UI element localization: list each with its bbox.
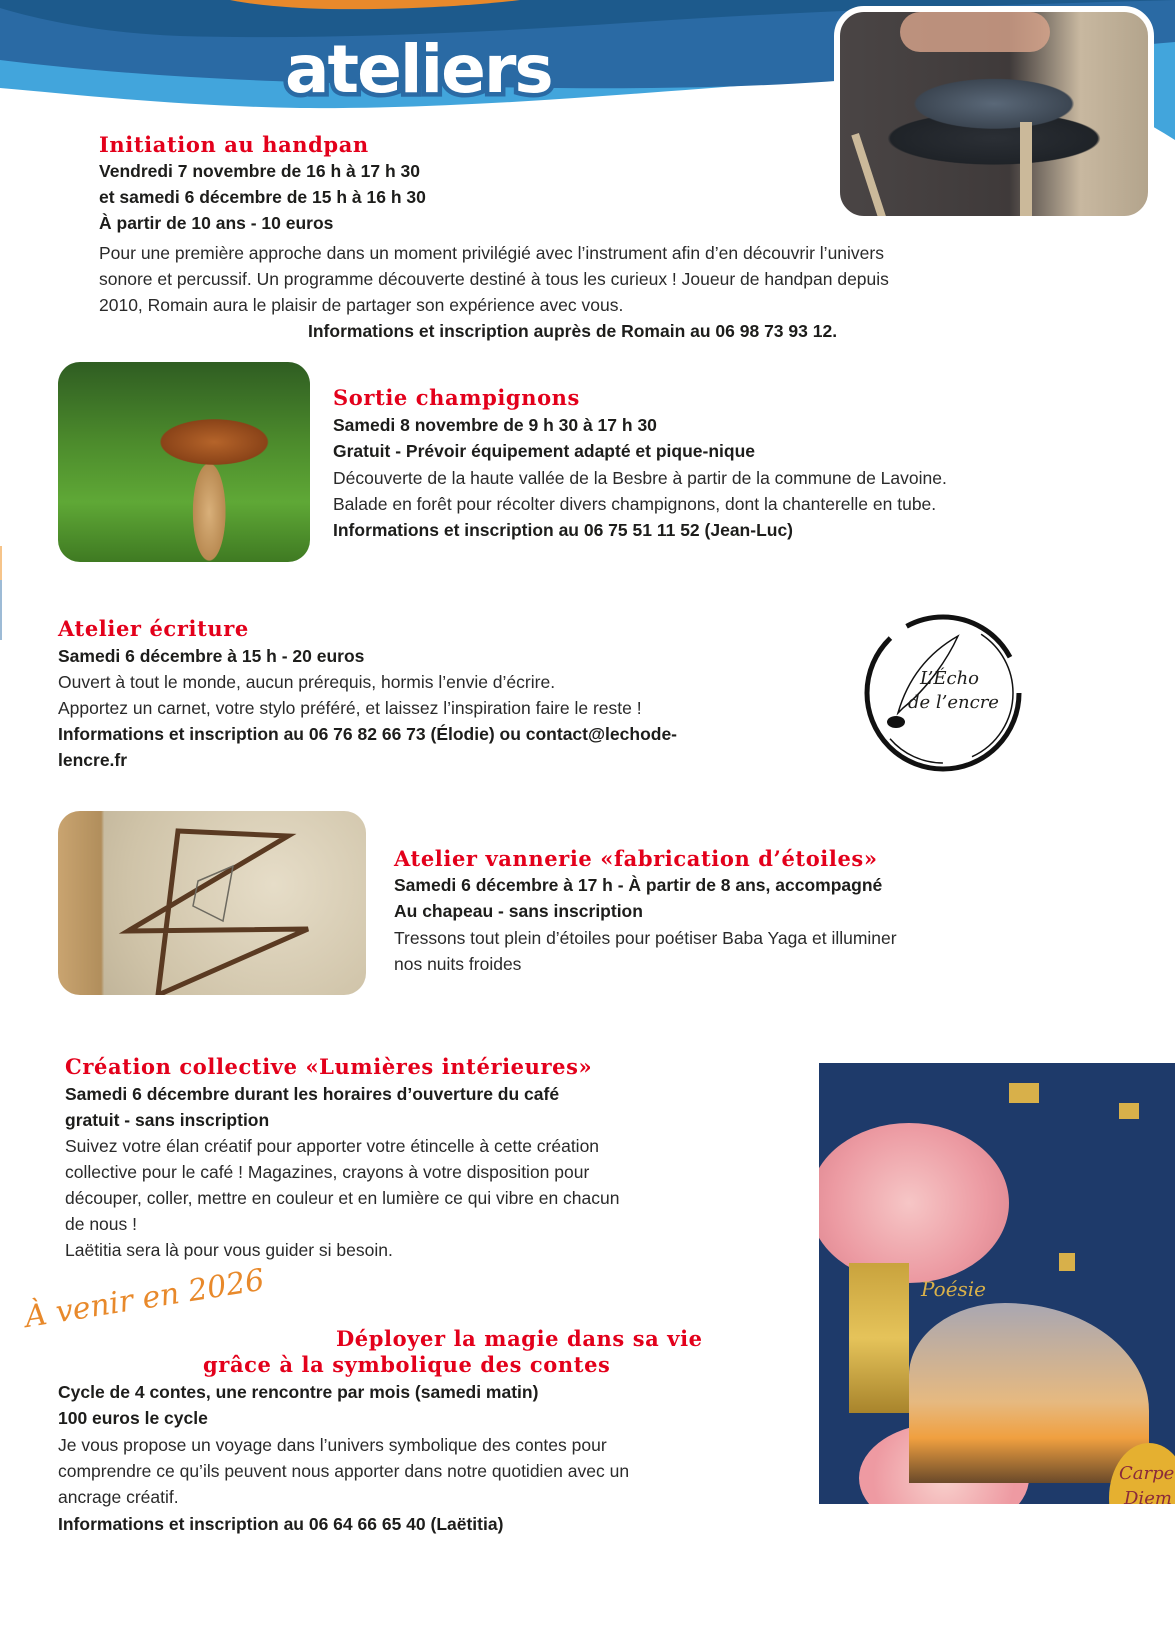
section-title-creation-collective: Création collective «Lumières intérieures» [65, 1054, 593, 1079]
section-title-contes-line2: grâce à la symbolique des contes [203, 1352, 611, 1377]
detail-line: Samedi 6 décembre à 17 h - À partir de 8 ans, accompagné [394, 875, 883, 895]
contes-contact: Informations et inscription au 06 64 66 65 40 (Laëtitia) [58, 1514, 504, 1534]
contes-description [58, 1432, 798, 1510]
body-line: Laëtitia sera là pour vous guider si besoin. [65, 1240, 393, 1260]
body-line: nos nuits froides [394, 954, 522, 974]
body-line: comprendre ce qu’ils peuvent nous apporter dans notre quotidien avec un [58, 1461, 630, 1481]
detail-line: Au chapeau - sans inscription [394, 901, 643, 921]
echo-de-lencre-logo [858, 608, 1028, 778]
edge-mark [0, 546, 2, 580]
detail-line: Cycle de 4 contes, une rencontre par mois (samedi matin) [58, 1382, 539, 1402]
detail-line: 100 euros le cycle [58, 1408, 208, 1428]
vannerie-description [394, 925, 1074, 977]
detail-line: Vendredi 7 novembre de 16 h à 17 h 30 [99, 161, 420, 181]
vannerie-details [394, 872, 882, 924]
body-line: Suivez votre élan créatif pour apporter votre étincelle à cette création [65, 1136, 600, 1156]
contact-line: lencre.fr [58, 750, 128, 770]
section-title-champignons: Sortie champignons [333, 385, 580, 410]
handpan-details [99, 158, 426, 236]
contact-line: Informations et inscription au 06 76 82 66 73 (Élodie) ou contact@lechode- [58, 724, 678, 744]
body-line: Pour une première approche dans un moment privilégié avec l’instrument afin d’en découvrir l’univers [99, 243, 884, 263]
body-line: Ouvert à tout le monde, aucun prérequis, hormis l’envie d’écrire. [58, 672, 556, 692]
coming-2026-badge: À venir en 2026 [22, 1262, 267, 1335]
mushroom-photo [58, 362, 310, 562]
collage-text-poesie: Poésie [921, 1277, 987, 1301]
body-line: Apportez un carnet, votre stylo préféré, et laissez l’inspiration faire le reste ! [58, 698, 642, 718]
collage-photo [819, 1063, 1175, 1504]
contes-details [58, 1379, 538, 1431]
section-title-handpan: Initiation au handpan [99, 132, 369, 157]
body-line: sonore et percussif. Un programme découverte destiné à tous les curieux ! Joueur de handpan depuis [99, 269, 889, 289]
inkwell-icon [887, 716, 905, 728]
detail-line: À partir de 10 ans - 10 euros [99, 213, 334, 233]
collage-text-carpe: Carpe [1119, 1463, 1175, 1484]
handpan-contact: Informations et inscription auprès de Romain au 06 98 73 93 12. [308, 321, 838, 341]
logo-text-line2: de l’encre [908, 692, 999, 713]
detail-line: Samedi 6 décembre durant les horaires d’ouverture du café [65, 1084, 560, 1104]
logo-text-line1: L’Écho [920, 668, 980, 689]
section-title-ecriture: Atelier écriture [58, 616, 249, 641]
body-line: de nous ! [65, 1214, 137, 1234]
page-title: ateliers [285, 31, 552, 108]
body-line: 2010, Romain aura le plaisir de partager son expérience avec vous. [99, 295, 624, 315]
creation-details [65, 1081, 559, 1133]
creation-description [65, 1133, 785, 1263]
detail-line: Samedi 8 novembre de 9 h 30 à 17 h 30 [333, 415, 657, 435]
section-title-vannerie: Atelier vannerie «fabrication d’étoiles» [394, 846, 878, 871]
body-line: Découverte de la haute vallée de la Besbre à partir de la commune de Lavoine. [333, 468, 947, 488]
champignons-description [333, 465, 1133, 517]
ecriture-details: Samedi 6 décembre à 15 h - 20 euros [58, 646, 365, 666]
handpan-description [99, 240, 1119, 318]
edge-mark [0, 580, 2, 640]
champignons-details [333, 412, 755, 464]
section-title-contes-line1: Déployer la magie dans sa vie [336, 1326, 703, 1351]
body-line: Balade en forêt pour récolter divers champignons, dont la chanterelle en tube. [333, 494, 937, 514]
ecriture-description [58, 669, 818, 721]
handpan-photo [834, 6, 1154, 222]
body-line: Je vous propose un voyage dans l’univers symbolique des contes pour [58, 1435, 607, 1455]
body-line: Tressons tout plein d’étoiles pour poétiser Baba Yaga et illuminer [394, 928, 897, 948]
detail-line: et samedi 6 décembre de 15 h à 16 h 30 [99, 187, 426, 207]
body-line: découper, coller, mettre en couleur et en lumière ce qui vibre en chacun [65, 1188, 620, 1208]
champignons-contact: Informations et inscription au 06 75 51 11 52 (Jean-Luc) [333, 520, 794, 540]
collage-text-diem: Diem [1124, 1488, 1172, 1504]
body-line: ancrage créatif. [58, 1487, 179, 1507]
wicker-star-photo [58, 811, 366, 995]
body-line: collective pour le café ! Magazines, crayons à votre disposition pour [65, 1162, 590, 1182]
ecriture-contact [58, 721, 677, 773]
detail-line: Gratuit - Prévoir équipement adapté et pique-nique [333, 441, 755, 461]
detail-line: gratuit - sans inscription [65, 1110, 270, 1130]
